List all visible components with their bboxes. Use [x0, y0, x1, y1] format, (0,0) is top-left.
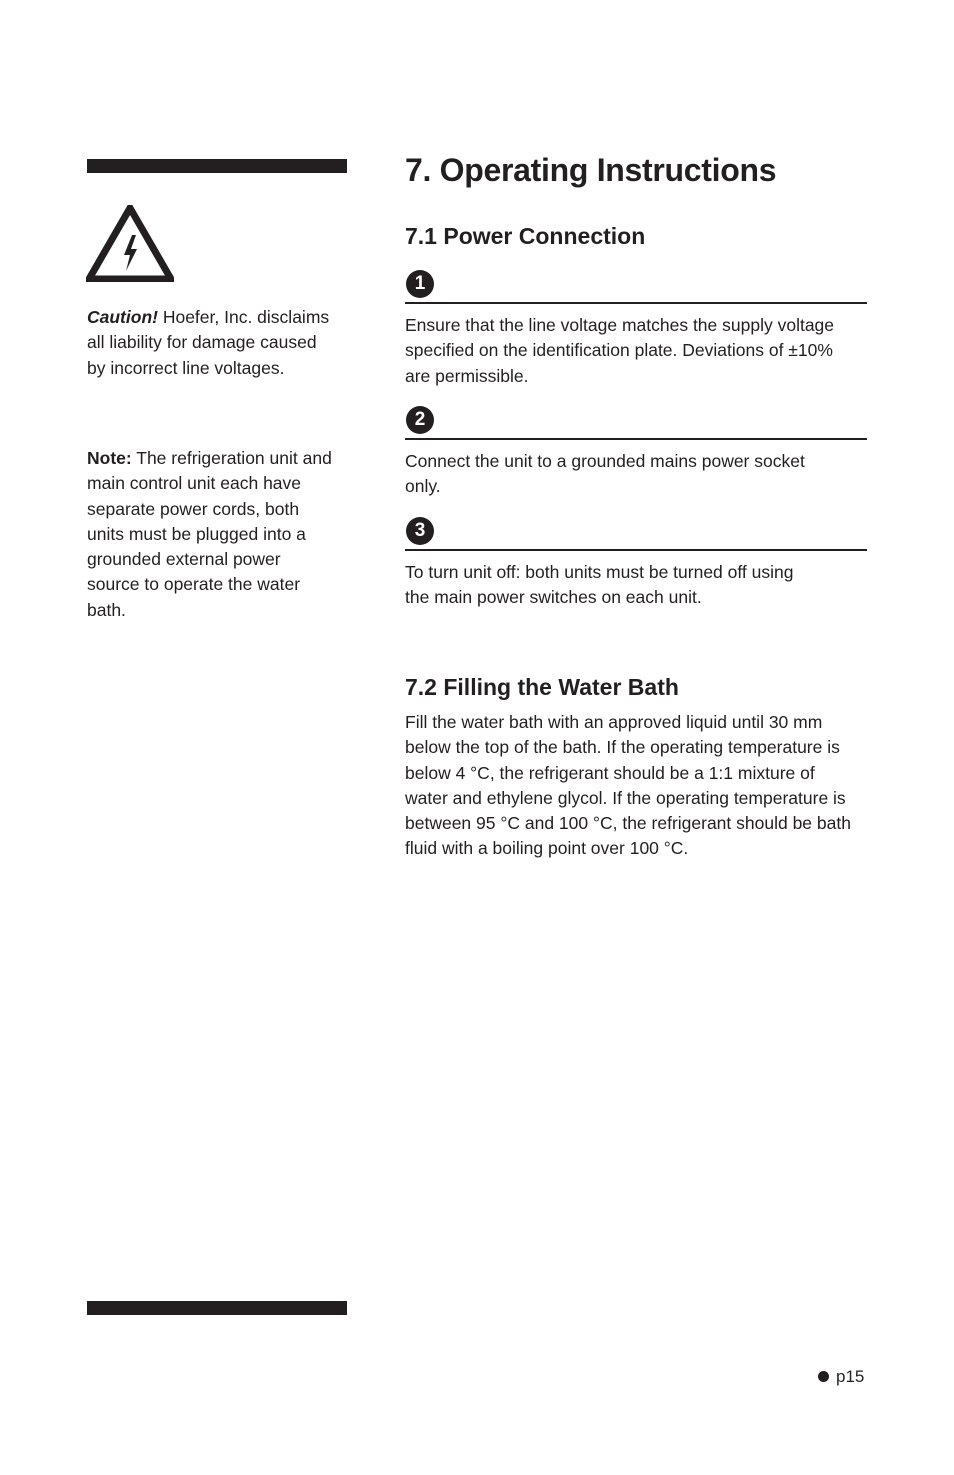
caution-text: Hoefer, Inc. disclaims all liability for damage caused by incorrect line voltages. — [87, 307, 330, 378]
high-voltage-warning-icon — [86, 205, 174, 282]
step-header-1 — [405, 270, 867, 304]
step-number-badge: 2 — [406, 406, 434, 434]
note-text: The refrigeration unit and main control unit each have separate power cords, both units must be plugged into a grounded external power source to operate the water bath. — [87, 448, 332, 620]
bullet-icon — [818, 1371, 829, 1382]
step-text-3: To turn unit off: both units must be turned off using the main power switches on each unit. — [405, 562, 794, 608]
section-heading-power-connection: 7.1 Power Connection — [405, 223, 646, 249]
step-number-badge: 3 — [406, 517, 434, 545]
caution-note — [87, 305, 337, 381]
note-label: Note: — [87, 448, 132, 468]
section-heading-filling-water-bath: 7.2 Filling the Water Bath — [405, 674, 679, 700]
filling-instructions-text: Fill the water bath with an approved liquid until 30 mm below the top of the bath. If the operating temperature is below 4 °C, the refrigerant should be a 1:1 mixture of water and ethylene glycol. If the operating temperature is between 95 °C and 100 °C, the refrigerant should be bath fluid with a boiling point over 100 °C. — [405, 712, 851, 859]
page-number — [818, 1367, 864, 1387]
page-title: 7. Operating Instructions — [405, 152, 777, 188]
step-number-badge: 1 — [406, 270, 434, 298]
step-text-1: Ensure that the line voltage matches the supply voltage specified on the identification plate. Deviations of ±10% are permissible. — [405, 315, 835, 386]
sidebar-top-rule — [87, 159, 347, 173]
sidebar-bottom-rule — [87, 1301, 347, 1315]
page-number-text: p15 — [836, 1367, 865, 1386]
step-text-2: Connect the unit to a grounded mains power socket only. — [405, 451, 805, 497]
caution-label: Caution! — [87, 307, 158, 327]
step-header-2 — [405, 406, 867, 440]
step-header-3 — [405, 517, 867, 551]
power-note — [87, 446, 337, 623]
